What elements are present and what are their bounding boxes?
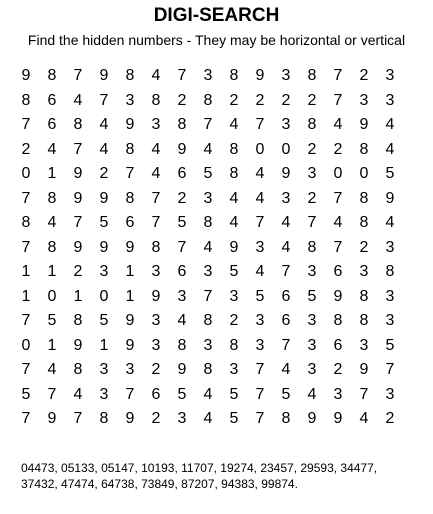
grid-cell[interactable]: 3 [229,361,239,379]
grid-cell[interactable]: 2 [21,140,31,158]
grid-cell[interactable]: 3 [203,336,213,354]
grid-row [13,236,403,261]
grid-cell[interactable]: 5 [307,287,317,305]
grid-cell[interactable]: 8 [73,361,83,379]
grid-cell[interactable]: 3 [281,189,291,207]
grid-cell[interactable]: 4 [151,165,161,183]
grid-cell[interactable]: 9 [73,238,83,256]
grid-cell[interactable]: 4 [255,165,265,183]
grid-cell[interactable]: 5 [229,263,239,281]
grid-cell[interactable]: 7 [47,385,57,403]
grid-cell[interactable]: 8 [203,214,213,232]
grid-row [13,64,403,89]
grid-cell[interactable]: 8 [203,361,213,379]
grid-cell[interactable]: 8 [73,312,83,330]
grid-cell[interactable]: 7 [333,67,343,85]
grid-cell[interactable]: 9 [151,287,161,305]
grid-cell[interactable]: 1 [99,336,109,354]
grid-cell[interactable]: 3 [385,91,395,109]
grid-cell[interactable]: 8 [307,238,317,256]
grid-row [13,285,403,310]
grid-cell[interactable]: 8 [359,214,369,232]
grid-cell[interactable]: 4 [229,214,239,232]
grid-cell[interactable]: 3 [385,67,395,85]
grid-cell[interactable]: 7 [385,361,395,379]
grid-cell[interactable]: 8 [203,312,213,330]
grid-cell[interactable]: 9 [73,189,83,207]
grid-cell[interactable]: 4 [47,214,57,232]
grid-cell[interactable]: 9 [385,189,395,207]
grid-cell[interactable]: 5 [281,385,291,403]
grid-cell[interactable]: 8 [177,336,187,354]
grid-row [13,162,403,187]
grid-cell[interactable]: 2 [281,91,291,109]
grid-cell[interactable]: 6 [151,385,161,403]
grid-cell[interactable]: 8 [177,116,187,134]
grid-cell[interactable]: 4 [385,214,395,232]
grid-cell[interactable]: 5 [47,312,57,330]
grid-cell[interactable]: 9 [99,238,109,256]
grid-cell[interactable]: 3 [307,336,317,354]
grid-cell[interactable]: 3 [359,91,369,109]
grid-row [13,334,403,359]
grid-cell[interactable]: 6 [177,263,187,281]
grid-cell[interactable]: 3 [385,312,395,330]
grid-cell[interactable]: 7 [21,189,31,207]
grid-cell[interactable]: 4 [255,189,265,207]
grid-row [13,138,403,163]
grid-cell[interactable]: 7 [203,116,213,134]
grid-cell[interactable]: 3 [307,263,317,281]
grid-cell[interactable]: 7 [151,189,161,207]
grid-cell[interactable]: 7 [177,67,187,85]
grid-cell[interactable]: 9 [99,189,109,207]
grid-cell[interactable]: 2 [307,91,317,109]
grid-cell[interactable]: 7 [203,287,213,305]
grid-cell[interactable]: 9 [359,361,369,379]
grid-cell[interactable]: 7 [21,312,31,330]
grid-cell[interactable]: 8 [229,140,239,158]
grid-row [13,407,403,432]
grid-cell[interactable]: 8 [125,67,135,85]
grid-cell[interactable]: 8 [47,189,57,207]
grid-cell[interactable]: 6 [281,312,291,330]
grid-cell[interactable]: 8 [307,67,317,85]
grid-cell[interactable]: 4 [281,238,291,256]
grid-cell[interactable]: 8 [73,116,83,134]
grid-cell[interactable]: 2 [359,67,369,85]
grid-cell[interactable]: 8 [359,189,369,207]
grid-cell[interactable]: 5 [229,410,239,428]
grid-cell[interactable]: 2 [177,91,187,109]
grid-cell[interactable]: 7 [281,263,291,281]
grid-cell[interactable]: 1 [21,263,31,281]
grid-cell[interactable]: 7 [151,214,161,232]
grid-cell[interactable]: 4 [203,140,213,158]
grid-cell[interactable]: 9 [177,140,187,158]
grid-cell[interactable]: 2 [255,91,265,109]
grid-cell[interactable]: 7 [359,385,369,403]
grid-cell[interactable]: 3 [281,67,291,85]
grid-row [13,260,403,285]
grid-cell[interactable]: 9 [125,410,135,428]
grid-cell[interactable]: 0 [333,165,343,183]
grid-cell[interactable]: 8 [151,91,161,109]
grid-cell[interactable]: 2 [333,140,343,158]
grid-cell[interactable]: 4 [333,214,343,232]
grid-cell[interactable]: 1 [21,287,31,305]
grid-row [13,89,403,114]
grid-cell[interactable]: 7 [255,214,265,232]
grid-cell[interactable]: 2 [73,263,83,281]
grid-cell[interactable]: 6 [47,116,57,134]
grid-cell[interactable]: 8 [385,263,395,281]
grid-cell[interactable]: 4 [73,385,83,403]
grid-cell[interactable]: 3 [99,361,109,379]
grid-cell[interactable]: 9 [125,336,135,354]
grid-cell[interactable]: 8 [47,238,57,256]
grid-cell[interactable]: 2 [99,165,109,183]
grid-cell[interactable]: 5 [21,385,31,403]
grid-cell[interactable]: 3 [125,91,135,109]
grid-cell[interactable]: 1 [47,263,57,281]
grid-cell[interactable]: 8 [21,214,31,232]
grid-row [13,358,403,383]
grid-cell[interactable]: 2 [177,189,187,207]
grid-cell[interactable]: 7 [21,361,31,379]
grid-cell[interactable]: 4 [229,116,239,134]
grid-cell[interactable]: 2 [229,91,239,109]
grid-cell[interactable]: 8 [125,189,135,207]
grid-cell[interactable]: 5 [203,165,213,183]
grid-cell[interactable]: 7 [255,410,265,428]
grid-cell[interactable]: 0 [255,140,265,158]
grid-cell[interactable]: 2 [229,312,239,330]
grid-cell[interactable]: 3 [255,238,265,256]
grid-cell[interactable]: 4 [385,140,395,158]
grid-cell[interactable]: 8 [229,336,239,354]
grid-cell[interactable]: 3 [177,410,187,428]
grid-cell[interactable]: 5 [229,385,239,403]
grid-cell[interactable]: 6 [177,165,187,183]
grid-row [13,211,403,236]
grid-cell[interactable]: 7 [281,336,291,354]
grid-cell[interactable]: 8 [281,410,291,428]
grid-cell[interactable]: 8 [151,238,161,256]
grid-cell[interactable]: 3 [281,116,291,134]
grid-cell[interactable]: 9 [281,165,291,183]
grid-cell[interactable]: 3 [203,263,213,281]
grid-cell[interactable]: 7 [333,91,343,109]
grid-cell[interactable]: 3 [151,116,161,134]
grid-cell[interactable]: 3 [307,361,317,379]
grid-cell[interactable]: 2 [307,189,317,207]
grid-cell[interactable]: 7 [73,140,83,158]
grid-cell[interactable]: 9 [307,410,317,428]
grid-cell[interactable]: 4 [281,361,291,379]
grid-cell[interactable]: 2 [385,410,395,428]
grid-cell[interactable]: 4 [151,140,161,158]
grid-cell[interactable]: 4 [47,361,57,379]
grid-cell[interactable]: 3 [99,385,109,403]
word-list-line: 37432, 47474, 64738, 73849, 87207, 94383, 99874. [21,477,298,491]
grid-cell[interactable]: 4 [203,385,213,403]
grid-cell[interactable]: 7 [21,116,31,134]
number-grid [13,64,403,432]
grid-cell[interactable]: 9 [73,336,83,354]
grid-cell[interactable]: 4 [333,116,343,134]
grid-cell[interactable]: 4 [177,312,187,330]
grid-row [13,187,403,212]
grid-cell[interactable]: 3 [385,385,395,403]
grid-row [13,309,403,334]
grid-cell[interactable]: 2 [151,410,161,428]
grid-cell[interactable]: 3 [229,287,239,305]
grid-cell[interactable]: 1 [47,165,57,183]
grid-cell[interactable]: 3 [359,263,369,281]
grid-cell[interactable]: 4 [229,189,239,207]
grid-cell[interactable]: 9 [359,116,369,134]
grid-cell[interactable]: 4 [203,410,213,428]
grid-cell[interactable]: 5 [255,287,265,305]
grid-cell[interactable]: 9 [177,361,187,379]
grid-cell[interactable]: 8 [307,116,317,134]
grid-cell[interactable]: 8 [229,165,239,183]
grid-cell[interactable]: 4 [307,385,317,403]
grid-cell[interactable]: 1 [125,287,135,305]
grid-cell[interactable]: 0 [21,336,31,354]
grid-cell[interactable]: 1 [125,263,135,281]
grid-cell[interactable]: 4 [151,67,161,85]
word-list-line: 04473, 05133, 05147, 10193, 11707, 19274, 23457, 29593, 34477, [21,461,378,475]
grid-cell[interactable]: 8 [47,67,57,85]
puzzle-title: DIGI-SEARCH [153,5,280,26]
grid-cell[interactable]: 3 [333,385,343,403]
grid-cell[interactable]: 1 [47,336,57,354]
grid-cell[interactable]: 6 [47,91,57,109]
grid-cell[interactable]: 7 [99,91,109,109]
grid-cell[interactable]: 9 [229,238,239,256]
grid-cell[interactable]: 8 [229,67,239,85]
grid-cell[interactable]: 3 [255,312,265,330]
grid-cell[interactable]: 4 [281,214,291,232]
grid-cell[interactable]: 8 [359,287,369,305]
grid-cell[interactable]: 4 [203,238,213,256]
word-list [21,460,421,492]
grid-cell[interactable]: 9 [333,410,343,428]
grid-cell[interactable]: 7 [21,410,31,428]
grid-cell[interactable]: 9 [73,165,83,183]
grid-cell[interactable]: 3 [307,165,317,183]
grid-cell[interactable]: 3 [99,263,109,281]
grid-cell[interactable]: 2 [359,238,369,256]
grid-cell[interactable]: 7 [73,67,83,85]
grid-cell[interactable]: 5 [177,214,187,232]
grid-cell[interactable]: 4 [47,140,57,158]
grid-cell[interactable]: 3 [151,263,161,281]
grid-cell[interactable]: 2 [151,361,161,379]
grid-cell[interactable]: 7 [255,385,265,403]
grid-cell[interactable]: 0 [47,287,57,305]
grid-cell[interactable]: 5 [177,385,187,403]
grid-cell[interactable]: 3 [203,189,213,207]
grid-cell[interactable]: 7 [73,410,83,428]
grid-cell[interactable]: 3 [177,287,187,305]
grid-cell[interactable]: 6 [333,336,343,354]
grid-cell[interactable]: 8 [333,312,343,330]
grid-cell[interactable]: 4 [255,263,265,281]
grid-cell[interactable]: 6 [125,214,135,232]
grid-cell[interactable]: 8 [359,140,369,158]
grid-cell[interactable]: 2 [333,361,343,379]
grid-cell[interactable]: 7 [21,238,31,256]
grid-cell[interactable]: 3 [385,287,395,305]
grid-cell[interactable]: 8 [125,140,135,158]
grid-cell[interactable]: 9 [255,67,265,85]
grid-cell[interactable]: 9 [125,116,135,134]
grid-cell[interactable]: 8 [203,91,213,109]
grid-cell[interactable]: 7 [255,361,265,379]
grid-cell[interactable]: 9 [47,410,57,428]
grid-cell[interactable]: 9 [333,287,343,305]
grid-cell[interactable]: 3 [359,336,369,354]
grid-cell[interactable]: 7 [333,238,343,256]
grid-cell[interactable]: 7 [125,385,135,403]
grid-cell[interactable]: 9 [21,67,31,85]
grid-cell[interactable]: 4 [385,116,395,134]
grid-cell[interactable]: 8 [21,91,31,109]
grid-cell[interactable]: 0 [359,165,369,183]
grid-cell[interactable]: 5 [99,214,109,232]
grid-cell[interactable]: 5 [385,336,395,354]
grid-cell[interactable]: 7 [333,189,343,207]
grid-cell[interactable]: 4 [359,410,369,428]
grid-cell[interactable]: 0 [281,140,291,158]
grid-cell[interactable]: 7 [255,116,265,134]
grid-cell[interactable]: 2 [307,140,317,158]
grid-cell[interactable]: 8 [359,312,369,330]
grid-row [13,383,403,408]
grid-cell[interactable]: 0 [21,165,31,183]
grid-cell[interactable]: 7 [73,214,83,232]
grid-cell[interactable]: 5 [99,312,109,330]
grid-cell[interactable]: 7 [307,214,317,232]
grid-cell[interactable]: 6 [281,287,291,305]
grid-cell[interactable]: 9 [125,238,135,256]
grid-cell[interactable]: 3 [151,336,161,354]
grid-cell[interactable]: 3 [307,312,317,330]
grid-cell[interactable]: 8 [99,410,109,428]
puzzle-instructions: Find the hidden numbers - They may be horizontal or vertical [27,32,406,48]
grid-cell[interactable]: 9 [99,67,109,85]
grid-cell[interactable]: 3 [151,312,161,330]
grid-cell[interactable]: 3 [385,238,395,256]
grid-cell[interactable]: 7 [177,238,187,256]
grid-cell[interactable]: 4 [99,140,109,158]
grid-cell[interactable]: 4 [99,116,109,134]
grid-cell[interactable]: 9 [125,312,135,330]
grid-cell[interactable]: 6 [333,263,343,281]
grid-cell[interactable]: 4 [73,91,83,109]
grid-cell[interactable]: 7 [125,165,135,183]
grid-cell[interactable]: 0 [99,287,109,305]
grid-cell[interactable]: 3 [203,67,213,85]
grid-row [13,113,403,138]
grid-cell[interactable]: 3 [255,336,265,354]
grid-cell[interactable]: 5 [385,165,395,183]
grid-cell[interactable]: 1 [73,287,83,305]
grid-cell[interactable]: 3 [125,361,135,379]
